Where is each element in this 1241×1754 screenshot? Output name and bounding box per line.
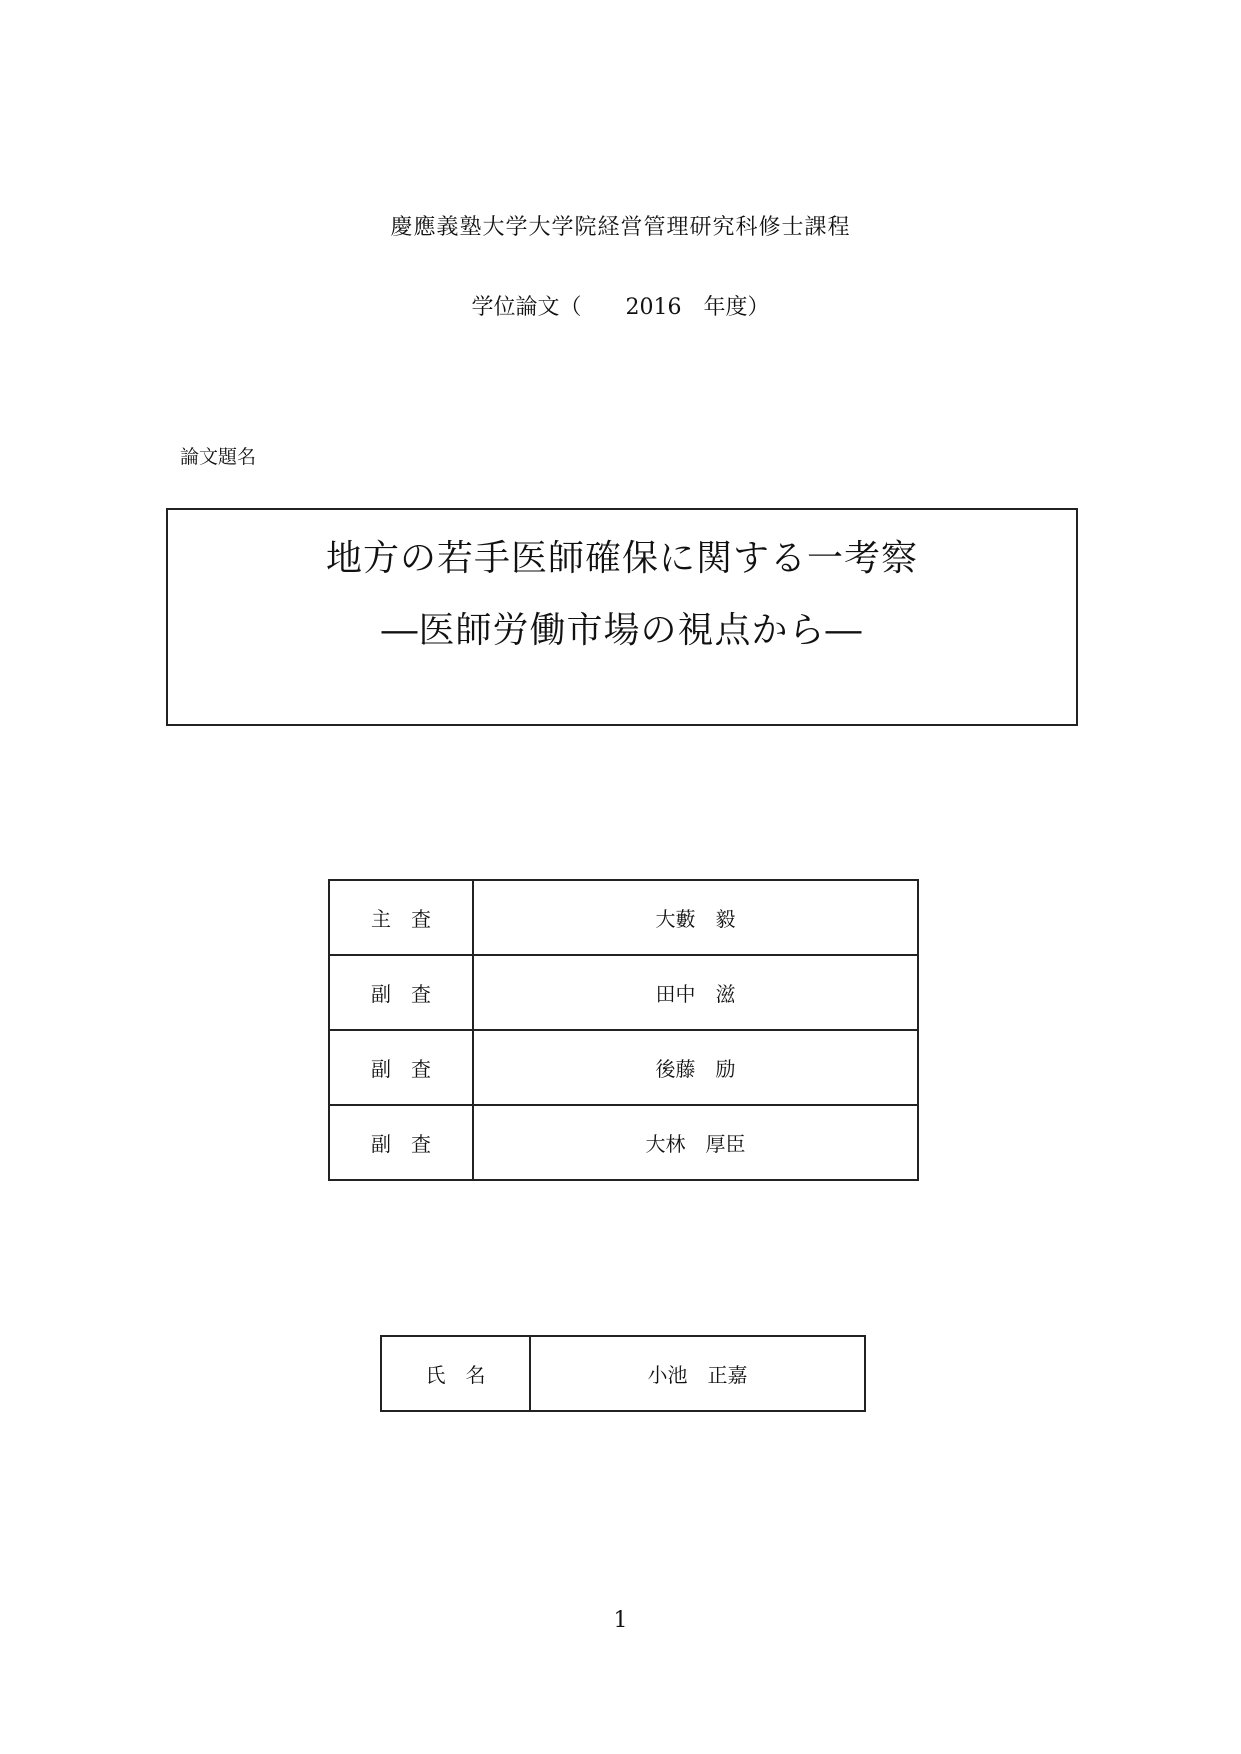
examiner-role: 副 査 — [329, 955, 473, 1030]
table-row — [329, 1030, 918, 1105]
table-row — [329, 880, 918, 955]
author-table — [380, 1335, 866, 1412]
university-program-heading: 慶應義塾大学大学院経営管理研究科修士課程 — [390, 215, 851, 240]
author-name: 小池 正嘉 — [530, 1336, 865, 1411]
examiner-role: 副 査 — [329, 1030, 473, 1105]
thesis-title-main: 地方の若手医師確保に関する一考察 — [325, 538, 918, 579]
degree-suffix: 年度） — [681, 295, 770, 320]
examiner-name: 田中 滋 — [473, 955, 918, 1030]
table-row — [329, 955, 918, 1030]
table-row — [329, 1105, 918, 1180]
degree-prefix: 学位論文（ — [471, 295, 626, 320]
thesis-title-subtitle: ―医師労働市場の視点から― — [381, 610, 863, 651]
thesis-title-box — [166, 508, 1078, 726]
table-row — [381, 1336, 865, 1411]
examiner-name: 大林 厚臣 — [473, 1105, 918, 1180]
examiners-table — [328, 879, 919, 1181]
page-number: 1 — [613, 1608, 628, 1633]
degree-year: 2016 — [625, 295, 682, 320]
degree-year-line — [0, 290, 1241, 321]
author-name-label: 氏 名 — [381, 1336, 530, 1411]
examiner-name: 大藪 毅 — [473, 880, 918, 955]
thesis-title-label: 論文題名 — [180, 446, 257, 468]
examiner-role: 副 査 — [329, 1105, 473, 1180]
examiner-name: 後藤 励 — [473, 1030, 918, 1105]
examiner-role: 主 査 — [329, 880, 473, 955]
